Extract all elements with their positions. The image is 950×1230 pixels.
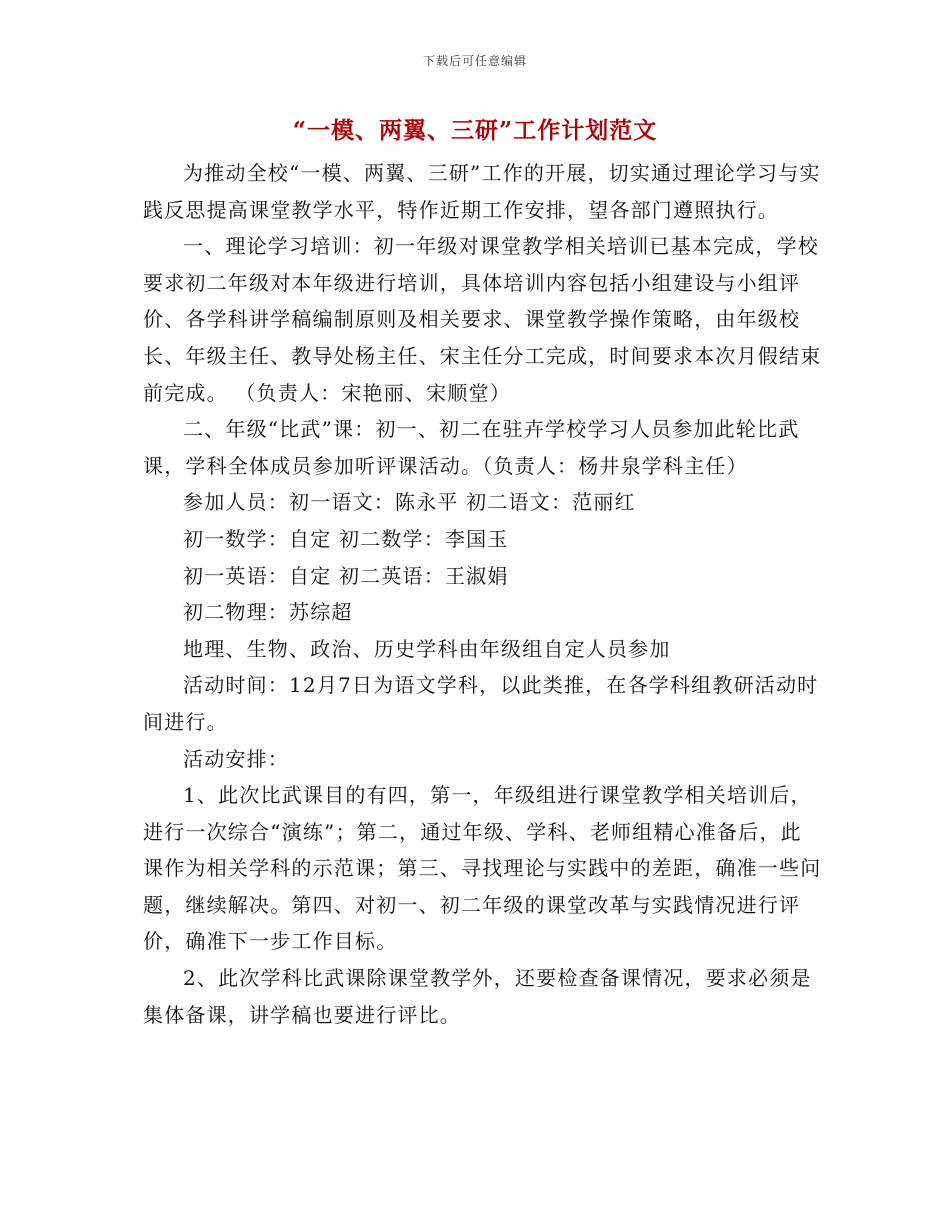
participants-other-subjects: 地理、生物、政治、历史学科由年级组自定人员参加 [183, 636, 671, 661]
participants-chinese: 参加人员：初一语文：陈永平 初二语文：范丽红 [183, 490, 636, 515]
participants-math: 初一数学：自定 初二数学：李国玉 [183, 526, 509, 551]
page-header-note: 下载后可任意编辑 [422, 54, 527, 68]
section-2-grade-contest-lesson: 二、年级“比武”课：初一、初二在驻卉学校学习人员参加此轮比武课，学科全体成员参加听评课活动。（负责人：杨井泉学科主任） [143, 417, 800, 478]
arrangement-item-2: 2、此次学科比武课除课堂教学外，还要检查备课情况，要求必须是集体备课，讲学稿也要进行评比。 [143, 966, 812, 1027]
arrangement-item-1: 1、此次比武课目的有四，第一，年级组进行课堂教学相关培训后，进行一次综合“演练”；第二，通过年级、学科、老师组精心准备后，此课作为相关学科的示范课；第三、寻找理论与实践中的差距，确准一些问题，继续解决。第四、对初一、初二年级的课堂改革与实践情况进行评价，确准下一步工作目标。 [143, 783, 822, 954]
participants-physics: 初二物理：苏综超 [183, 600, 353, 625]
section-1-theory-training: 一、理论学习培训：初一年级对课堂教学相关培训已基本完成，学校要求初二年级对本年级进行培训，具体培训内容包括小组建设与小组评价、各学科讲学稿编制原则及相关要求、课堂教学操作策略，由年级校长、年级主任、教导处杨主任、宋主任分工完成，时间要求本次月假结束前完成。 （负责人：宋艳丽、宋顺堂） [143, 234, 822, 405]
activity-time: 活动时间：12月7日为语文学科，以此类推，在各学科组教研活动时间进行。 [143, 673, 819, 734]
participants-english: 初一英语：自定 初二英语：王淑娟 [183, 563, 509, 588]
activity-arrangement-heading: 活动安排： [183, 746, 289, 771]
document-title: “一模、两翼、三研”工作计划范文 [292, 117, 658, 144]
intro-paragraph: 为推动全校“一模、两翼、三研”工作的开展，切实通过理论学习与实践反思提高课堂教学水平，特作近期工作安排，望各部门遵照执行。 [143, 161, 821, 222]
document-body [143, 155, 823, 1033]
